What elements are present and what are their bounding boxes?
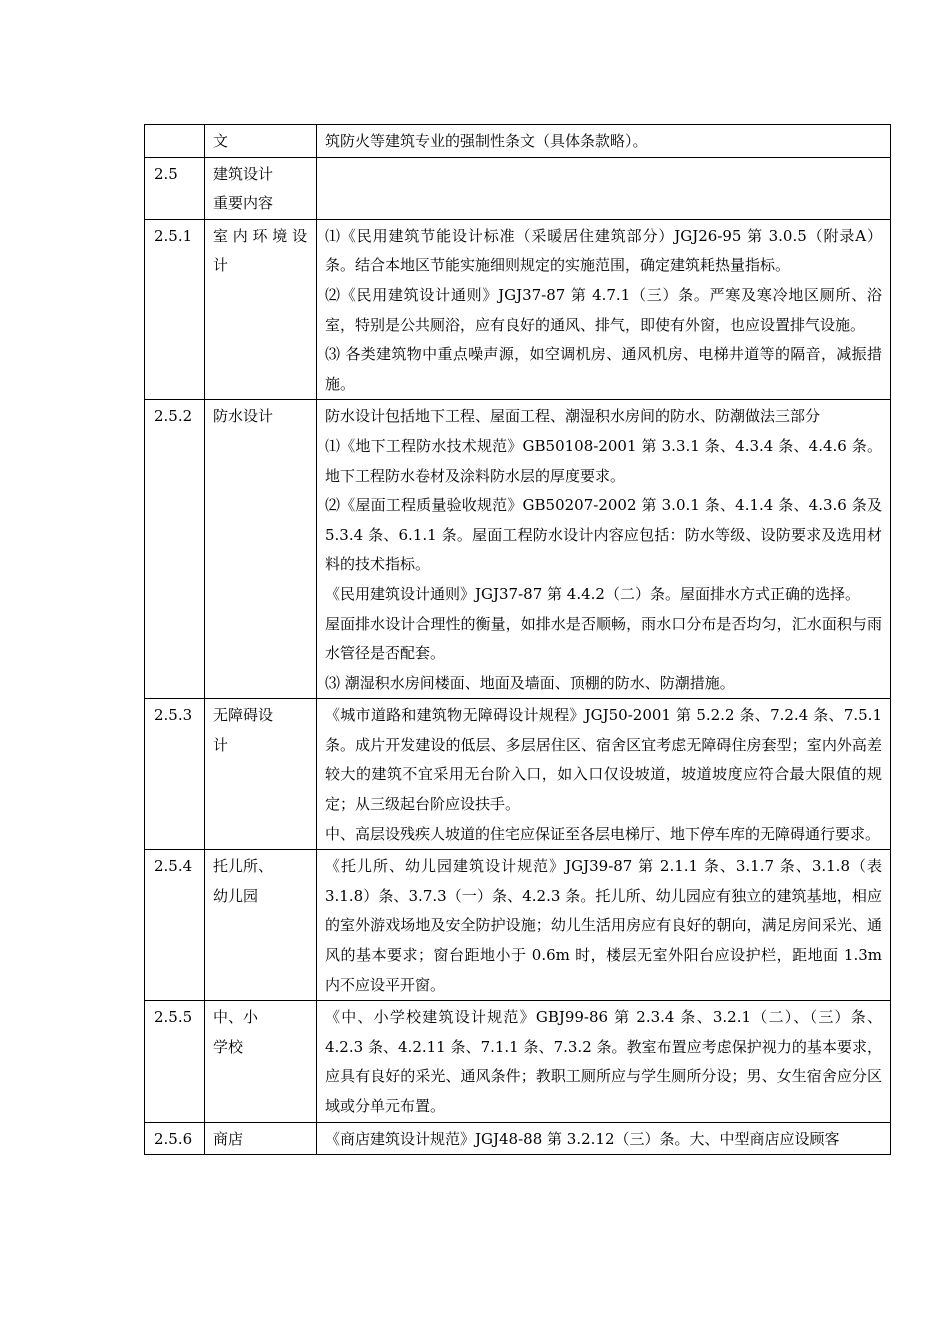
section-content	[317, 850, 891, 1001]
section-number: 2.5.4	[145, 850, 205, 1001]
section-content	[317, 400, 891, 699]
section-number: 2.5.1	[145, 219, 205, 400]
section-content	[317, 699, 891, 850]
content-paragraph: 《城市道路和建筑物无障碍设计规程》JGJ50-2001 第 5.2.2 条、7.2.4 条、7.5.1 条。成片开发建设的低层、多层居住区、宿舍区宜考虑无障碍住房套型；室内外高差较大的建筑不宜采用无台阶入口，如入口仅设坡道，坡道坡度应符合最大限值的规定；从三级起台阶应设扶手。	[325, 706, 882, 814]
section-title	[205, 1001, 317, 1122]
section-title-line: 防水设计	[213, 407, 274, 426]
section-number: 2.5	[145, 157, 205, 219]
table-row	[145, 157, 891, 219]
content-paragraph: ⑵《屋面工程质量验收规范》GB50207-2002 第 3.0.1 条、4.1.4 条、4.3.6 条及5.3.4 条、6.1.1 条。屋面工程防水设计内容应包括：防水等级、设防要求及选用材料的技术指标。	[325, 496, 882, 574]
section-title	[205, 157, 317, 219]
content-paragraph: 防水设计包括地下工程、屋面工程、潮湿积水房间的防水、防潮做法三部分	[325, 407, 821, 426]
section-title-line: 托儿所、	[213, 857, 274, 876]
table-row	[145, 400, 891, 699]
section-content	[317, 219, 891, 400]
table-row	[145, 1001, 891, 1122]
section-title-line: 中、小	[213, 1008, 259, 1027]
table-row	[145, 219, 891, 400]
section-title	[205, 699, 317, 850]
section-title	[205, 1122, 317, 1155]
table-body	[145, 125, 891, 1155]
content-paragraph: ⑵《民用建筑设计通则》JGJ37-87 第 4.7.1（三）条。严寒及寒冷地区厕所、浴室，特别是公共厕浴，应有良好的通风、排气，即使有外窗，也应设置排气设施。	[325, 285, 882, 334]
section-number: 2.5.3	[145, 699, 205, 850]
section-title-line: 重要内容	[213, 194, 274, 213]
table-row	[145, 699, 891, 850]
section-number: 2.5.6	[145, 1122, 205, 1155]
content-paragraph: 《民用建筑设计通则》JGJ37-87 第 4.4.2（二）条。屋面排水方式正确的选择。	[325, 584, 860, 603]
content-paragraph: 《托儿所、幼儿园建筑设计规范》JGJ39-87 第 2.1.1 条、3.1.7 条、3.1.8（表3.1.8）条、3.7.3（一）条、4.2.3 条。托儿所、幼儿园应有独立的建筑基地，相应的室外游戏场地及安全防护设施；幼儿生活用房应有良好的朝向，满足房间采光、通风的基本要求；窗台距地小于 0.6m 时，楼层无室外阳台应设护栏，距地面 1.3m 内不应设平开窗。	[325, 857, 882, 994]
section-title-line: 商店	[213, 1129, 244, 1148]
section-content	[317, 1001, 891, 1122]
section-title-line: 无障碍设	[213, 706, 274, 725]
section-title	[205, 219, 317, 400]
table-row	[145, 850, 891, 1001]
content-paragraph: ⑶ 各类建筑物中重点噪声源，如空调机房、通风机房、电梯井道等的隔音，减振措施。	[325, 345, 882, 393]
section-number	[145, 125, 205, 158]
section-title-line: 计	[213, 735, 229, 754]
spec-table	[144, 124, 891, 1155]
content-paragraph: 《中、小学校建筑设计规范》GBJ99-86 第 2.3.4 条、3.2.1（二）、（三）条、4.2.3 条、4.2.11 条、7.1.1 条、7.3.2 条。教室布置应考虑保护视力的基本要求，应具有良好的采光、通风条件；教职工厕所应与学生厕所分设；男、女生宿舍应分区域或分单元布置。	[325, 1008, 882, 1115]
section-content	[317, 157, 891, 219]
content-paragraph: ⑴《民用建筑节能设计标准（采暖居住建筑部分）JGJ26-95 第 3.0.5（附录A）条。结合本地区节能实施细则规定的实施范围，确定建筑耗热量指标。	[325, 226, 882, 275]
content-paragraph: 中、高层设残疾人坡道的住宅应保证至各层电梯厅、地下停车库的无障碍通行要求。	[325, 824, 881, 843]
content-paragraph: 屋面排水设计合理性的衡量，如排水是否顺畅，雨水口分布是否均匀，汇水面积与雨水管径是否配套。	[325, 614, 882, 663]
section-title-line: 文	[213, 132, 229, 150]
section-title-line: 室 内 环 境 设	[213, 226, 308, 245]
section-title-line: 计	[213, 256, 229, 275]
section-title	[205, 850, 317, 1001]
section-number: 2.5.5	[145, 1001, 205, 1122]
content-paragraph: 筑防火等建筑专业的强制性条文（具体条款略）。	[325, 132, 648, 150]
section-number: 2.5.2	[145, 400, 205, 699]
content-paragraph: ⑶ 潮湿积水房间楼面、地面及墙面、顶棚的防水、防潮措施。	[325, 673, 735, 692]
section-title	[205, 400, 317, 699]
section-title-line: 学校	[213, 1037, 244, 1056]
table-row	[145, 125, 891, 158]
section-title-line: 建筑设计	[213, 164, 274, 183]
content-paragraph: 《商店建筑设计规范》JGJ48-88 第 3.2.12（三）条。大、中型商店应设顾客	[325, 1129, 840, 1148]
section-title	[205, 125, 317, 158]
section-content	[317, 125, 891, 158]
section-title-line: 幼儿园	[213, 886, 259, 905]
content-paragraph: ⑴《地下工程防水技术规范》GB50108-2001 第 3.3.1 条、4.3.4 条、4.4.6 条。地下工程防水卷材及涂料防水层的厚度要求。	[325, 436, 882, 485]
table-row	[145, 1122, 891, 1155]
section-content	[317, 1122, 891, 1155]
